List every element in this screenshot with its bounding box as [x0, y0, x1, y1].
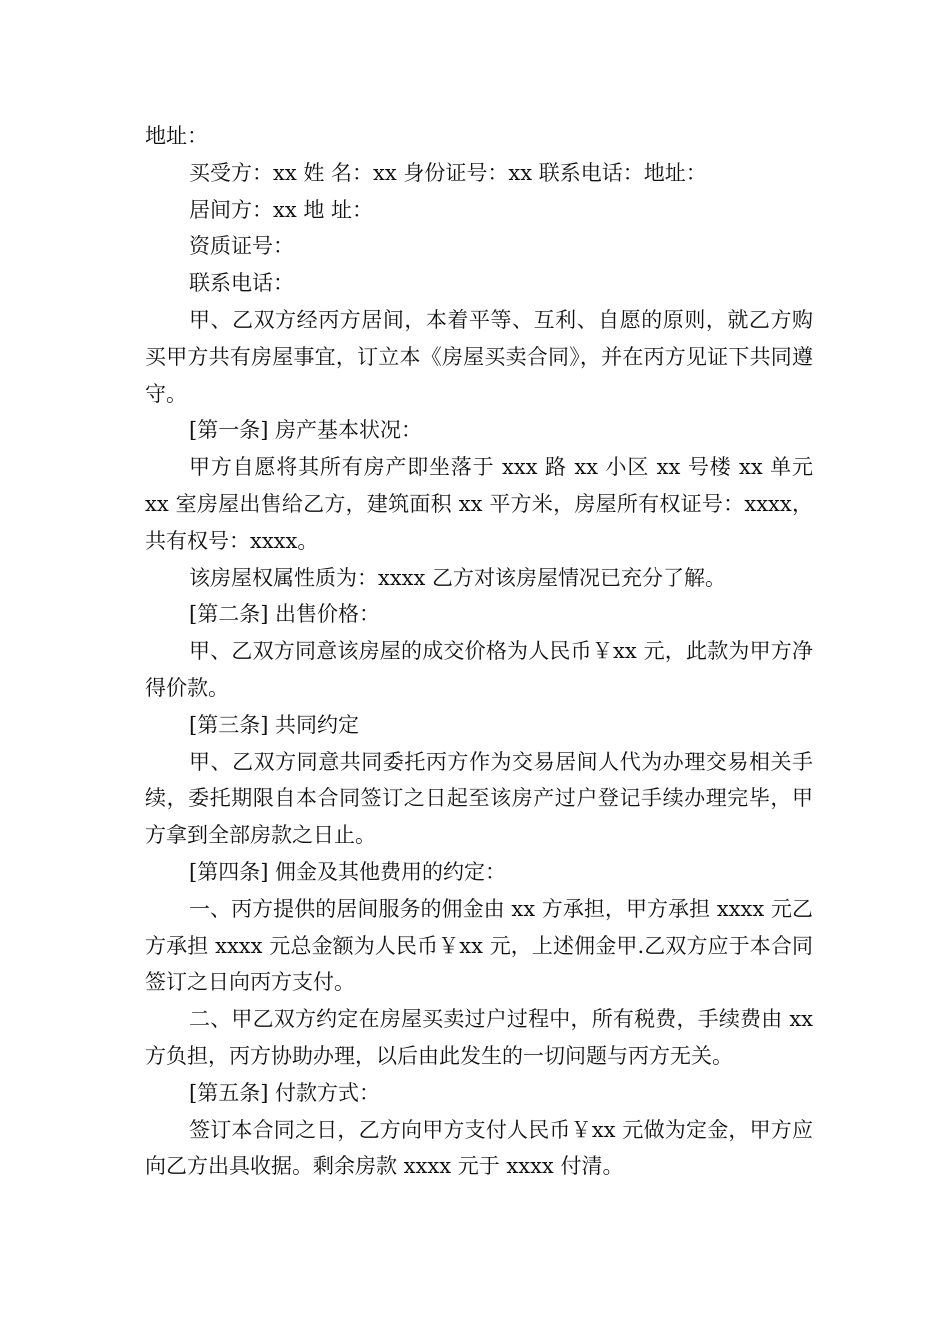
buyer-info: 买受方：xx 姓 名：xx 身份证号：xx 联系电话：地址： — [189, 160, 707, 185]
article-3-heading: [第三条] 共同约定 — [189, 712, 360, 737]
article-1-body: 甲方自愿将其所有房产即坐落于 xxx 路 xx 小区 xx 号楼 xx 单元 xx 室房屋出售给乙方，建筑面积 xx 平方米，房屋所有权证号：xxxx，共有权号：xxxx。 — [145, 455, 813, 553]
article-5-body: 签订本合同之日，乙方向甲方支付人民币￥xx 元做为定金，甲方应向乙方出具收据。剩余房款 xxxx 元于 xxxx 付清。 — [145, 1117, 813, 1179]
article-4-clause-1: 一、丙方提供的居间服务的佣金由 xx 方承担，甲方承担 xxxx 元乙方承担 xxxx 元总金额为人民币￥xx 元，上述佣金甲.乙双方应于本合同签订之日向丙方支付。 — [145, 896, 813, 995]
address-line: 地址： — [145, 124, 208, 148]
article-5-heading: [第五条] 付款方式： — [189, 1080, 381, 1105]
qualification-number: 资质证号： — [189, 234, 294, 259]
article-1-property-nature: 该房屋权属性质为：xxxx 乙方对该房屋情况已充分了解。 — [189, 565, 727, 590]
article-4-heading: [第四条] 佣金及其他费用的约定： — [189, 859, 507, 884]
document-body — [145, 118, 813, 1185]
contact-phone: 联系电话： — [189, 271, 294, 296]
article-4-clause-2: 二、甲乙双方约定在房屋买卖过户过程中，所有税费，手续费由 xx 方负担，丙方协助办理，以后由此发生的一切问题与丙方无关。 — [145, 1007, 813, 1068]
preamble-paragraph: 甲、乙双方经丙方居间，本着平等、互利、自愿的原则，就乙方购买甲方共有房屋事宜，订立本《房屋买卖合同》，并在丙方见证下共同遵守。 — [145, 307, 813, 406]
article-1-heading: [第一条] 房产基本状况： — [189, 418, 423, 443]
article-3-body: 甲、乙双方同意共同委托丙方作为交易居间人代为办理交易相关手续，委托期限自本合同签订之日起至该房产过户登记手续办理完毕，甲方拿到全部房款之日止。 — [145, 749, 813, 848]
article-2-heading: [第二条] 出售价格： — [189, 602, 381, 627]
intermediary-info: 居间方：xx 地 址： — [189, 197, 374, 222]
article-2-body: 甲、乙双方同意该房屋的成交价格为人民币￥xx 元，此款为甲方净得价款。 — [145, 639, 813, 700]
